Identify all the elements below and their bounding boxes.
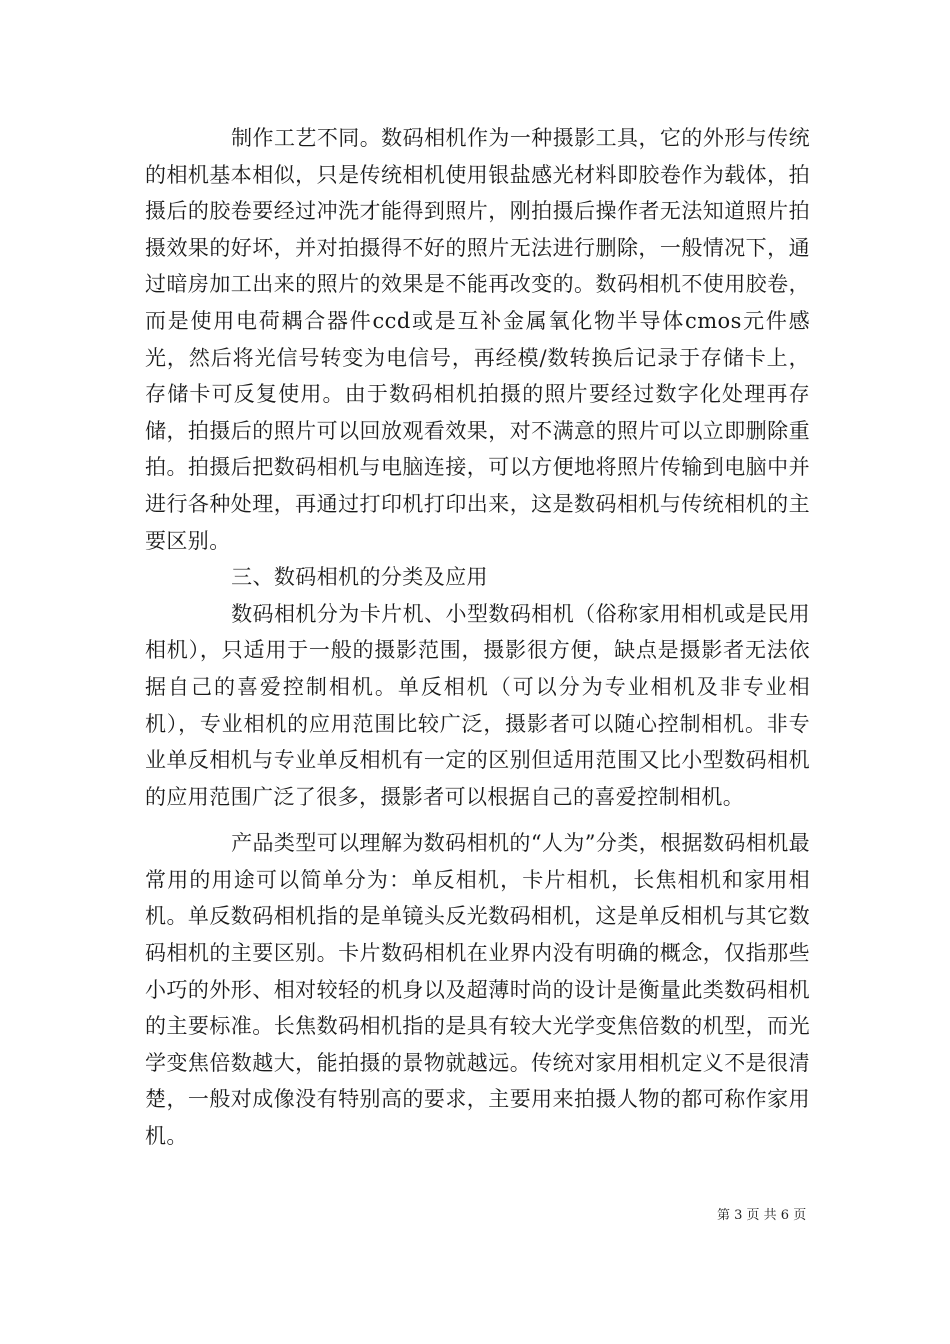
section-heading-classification: 三、数码相机的分类及应用	[231, 565, 488, 590]
document-body	[145, 120, 810, 1155]
paragraph-camera-categories: 数码相机分为卡片机、小型数码相机（俗称家用相机或是民用相机），只适用于一般的摄影范围，摄影很方便，缺点是摄影者无法依据自己的喜爱控制相机。单反相机（可以分为专业相机及非专业相机），专业相机的应用范围比较广泛，摄影者可以随心控制相机。非专业单反相机与专业单反相机有一定的区别但适用范围又比小型数码相机的应用范围广泛了很多，摄影者可以根据自己的喜爱控制相机。	[145, 601, 810, 809]
paragraph-manufacturing-process: 制作工艺不同。数码相机作为一种摄影工具，它的外形与传统的相机基本相似，只是传统相机使用银盐感光材料即胶卷作为载体，拍摄后的胶卷要经过冲洗才能得到照片，刚拍摄后操作者无法知道照片拍摄效果的好坏，并对拍摄得不好的照片无法进行删除，一般情况下，通过暗房加工出来的照片的效果是不能再改变的。数码相机不使用胶卷，而是使用电荷耦合器件ccd或是互补金属氧化物半导体cmos元件感光，然后将光信号转变为电信号，再经模/数转换后记录于存储卡上，存储卡可反复使用。由于数码相机拍摄的照片要经过数字化处理再存储，拍摄后的照片可以回放观看效果，对不满意的照片可以立即删除重拍。拍摄后把数码相机与电脑连接，可以方便地将照片传输到电脑中并进行各种处理，再通过打印机打印出来，这是数码相机与传统相机的主要区别。	[145, 126, 810, 553]
paragraph-product-types: 产品类型可以理解为数码相机的“人为”分类，根据数码相机最常用的用途可以简单分为：单反相机，卡片相机，长焦相机和家用相机。单反数码相机指的是单镜头反光数码相机，这是单反相机与其它数码相机的主要区别。卡片数码相机在业界内没有明确的概念，仅指那些小巧的外形、相对较轻的机身以及超薄时尚的设计是衡量此类数码相机的主要标准。长焦数码相机指的是具有较大光学变焦倍数的机型，而光学变焦倍数越大，能拍摄的景物就越远。传统对家用相机定义不是很清楚，一般对成像没有特别高的要求，主要用来拍摄人物的都可称作家用机。	[145, 831, 810, 1149]
page-number-footer: 第 3 页 共 6 页	[717, 1208, 807, 1223]
